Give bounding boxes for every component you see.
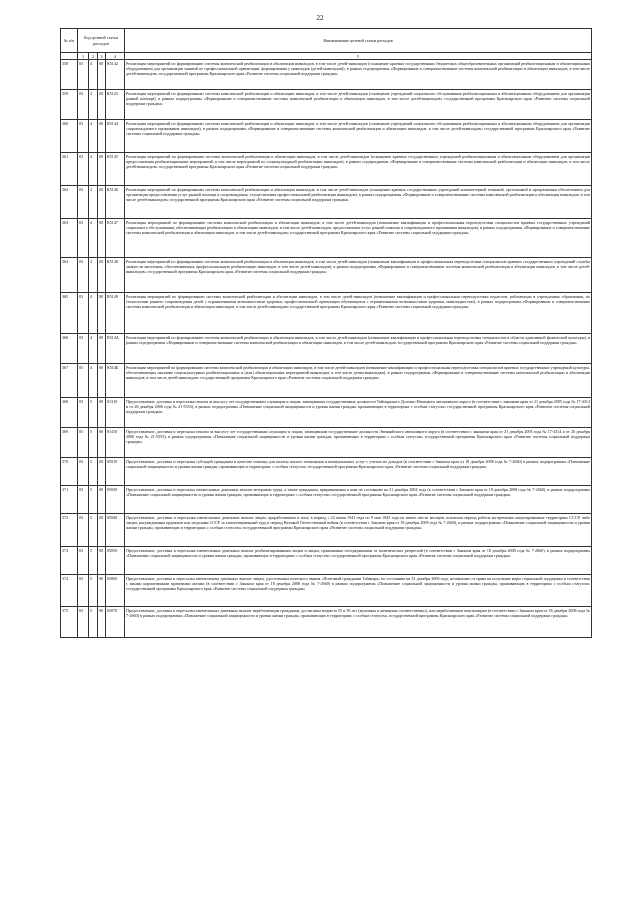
code-expense: R514А: [106, 334, 125, 364]
expense-description: Реализация мероприятий по формированию системы комплексной реабилитации и абилитации инвалидов, в том числе детей-инвалидов (повышение квалификации и профессиональная переподготовка специалистов краевых государственных учреждений службы занятости населения, обеспечивающих профессиональную реабилитацию инвалидов, в том числе детей-инвалидов), в рамках подпрограммы «Формирование и совершенствование системы комплексной реабилитации и абилитации инвалидов, в том числе детей-инвалидов» государственной программы Красноярского края «Развитие системы социальной поддержки граждан»: [125, 258, 592, 293]
code-direction: 00: [98, 364, 106, 398]
code-direction: 00: [98, 334, 106, 364]
row-number: 368: [61, 398, 78, 428]
code-program: 03: [78, 514, 89, 547]
code-expense: 05030: [106, 486, 125, 514]
table-row: [61, 120, 592, 153]
code-direction: 00: [98, 575, 106, 607]
table-row: [61, 293, 592, 334]
row-number: 361: [61, 153, 78, 186]
code-expense: 01410: [106, 428, 125, 458]
expense-description: Реализация мероприятий по формированию системы комплексной реабилитации и абилитации инвалидов, в том числе детей-инвалидов (повышение квалификации и профессиональная переподготовка специалистов краевых государственных учреждений культуры, обеспечивающих оказание социокультурных реабилитационных и (или) абилитационных мероприятий инвалидам, в том числе детям-инвалидам), в рамках подпрограммы «Формирование и совершенствование системы комплексной реабилитации и абилитации инвалидов, в том числе детей-инвалидов» государственной программы Красноярского края «Развитие системы социальной поддержки граждан»: [125, 364, 592, 398]
code-direction: 00: [98, 90, 106, 120]
row-number: 370: [61, 458, 78, 486]
expense-description: Реализация мероприятий по формированию системы комплексной реабилитации и абилитации инвалидов, в том числе детей-инвалидов (оснащение учреждений социального обслуживания реабилитационным и абилитационным оборудованием для организации ранней помощи), в рамках подпрограммы «Формирование и совершенствование системы комплексной реабилитации и абилитации инвалидов, в том числе детей-инвалидов» государственной программы Красноярского края «Развитие системы социальной поддержки граждан»: [125, 90, 592, 120]
code-program: 03: [78, 153, 89, 186]
code-program: 03: [78, 547, 89, 575]
code-program: 03: [78, 486, 89, 514]
code-subprogram: 4: [89, 258, 98, 293]
table-row: [61, 186, 592, 219]
header-name: Наименование целевой статьи расходов: [125, 29, 592, 53]
code-subprogram: 5: [89, 428, 98, 458]
code-direction: 00: [98, 514, 106, 547]
expense-description: Реализация мероприятий по формированию системы комплексной реабилитации и абилитации инвалидов, в том числе детей-инвалидов (оснащение краевых государственных бюджетных общеобразовательных организаций реабилитационным и абилитационным оборудованием для организации занятий по профессиональной ориентации, формирования у инвалидов (детей-инвалидов)), в рамках подпрограммы «Формирование и совершенствование системы комплексной реабилитации и абилитации инвалидов, в том числе детей-инвалидов» государственной программы Красноярского края «Развитие системы социальной поддержки граждан»: [125, 60, 592, 90]
code-direction: 00: [98, 186, 106, 219]
expense-description: Предоставление, доставка и пересылка ежемесячных денежных выплат лицам, проработавшим в тылу в период с 22 июня 1941 года по 9 мая 1945 года не менее шести месяцев, исключая период работы на временно оккупированных территориях СССР, либо лицам, награжденным орденами или медалями СССР за самоотверженный труд в период Великой Отечественной войны (в соответствии с Законом края от 18 декабря 2008 года № 7-2660), в рамках подпрограммы «Повышение социальной защищенности и уровня жизни граждан, проживающих в территориях с особым статусом» государственной программы Красноярского края «Развитие системы социальной поддержки граждан»: [125, 514, 592, 547]
code-direction: 00: [98, 547, 106, 575]
row-number: 360: [61, 120, 78, 153]
column-index: 4: [106, 53, 125, 60]
code-expense: 05040: [106, 514, 125, 547]
row-number: 366: [61, 334, 78, 364]
row-number: 358: [61, 60, 78, 90]
code-program: 03: [78, 607, 89, 638]
code-program: 03: [78, 90, 89, 120]
table-row: [61, 364, 592, 398]
code-subprogram: 4: [89, 186, 98, 219]
table-row: [61, 486, 592, 514]
row-number: 372: [61, 514, 78, 547]
code-subprogram: 4: [89, 334, 98, 364]
code-expense: R5149: [106, 293, 125, 334]
column-index: 5: [125, 53, 592, 60]
table-row: [61, 458, 592, 486]
code-expense: R514Б: [106, 364, 125, 398]
column-index: 2: [89, 53, 98, 60]
code-expense: R5146: [106, 186, 125, 219]
code-direction: 00: [98, 607, 106, 638]
table-row: [61, 398, 592, 428]
code-subprogram: 4: [89, 364, 98, 398]
expense-description: Предоставление, доставка и пересылка ежемесячных денежных выплат реабилитированным лицам и лицам, признанным пострадавшими от политических репрессий (в соответствии с Законом края от 18 декабря 2008 года № 7-2660), в рамках подпрограммы «Повышение социальной защищенности и уровня жизни граждан, проживающих в территориях с особым статусом» государственной программы Красноярского края «Развитие системы социальной поддержки граждан»: [125, 547, 592, 575]
code-program: 03: [78, 575, 89, 607]
expense-description: Предоставление, доставка и пересылка субсидий гражданам в качестве помощи для оплаты жилого помещения и коммунальных услуг с учетом их доходов (в соответствии с Законом края от 18 декабря 2008 года № 7-2660) в рамках подпрограммы «Повышение социальной защищенности и уровня жизни граждан, проживающих в территориях с особым статусом» государственной программы Красноярского края «Развитие системы социальной поддержки граждан»: [125, 458, 592, 486]
column-index: 3: [98, 53, 106, 60]
code-program: 03: [78, 258, 89, 293]
code-subprogram: 4: [89, 293, 98, 334]
code-subprogram: 5: [89, 486, 98, 514]
code-expense: R5142: [106, 60, 125, 90]
expense-description: Предоставление, доставка и пересылка ежемесячных денежных выплат неработающим гражданам, достигшим возраста 55 и 50 лет (мужчины и женщины соответственно), или неработающим пенсионерам (в соответствии с Законом края от 18 декабря 2008 года № 7-2660) в рамках подпрограммы «Повышение социальной защищенности и уровня жизни граждан, проживающих в территориях с особым статусом» государственной программы Красноярского края «Развитие системы социальной поддержки граждан»: [125, 607, 592, 638]
code-expense: R5145: [106, 153, 125, 186]
code-subprogram: 5: [89, 398, 98, 428]
code-expense: R5143: [106, 90, 125, 120]
code-direction: 00: [98, 153, 106, 186]
code-subprogram: 4: [89, 153, 98, 186]
code-program: 03: [78, 219, 89, 258]
row-number: 371: [61, 486, 78, 514]
code-direction: 00: [98, 293, 106, 334]
code-direction: 00: [98, 486, 106, 514]
code-subprogram: 5: [89, 458, 98, 486]
row-number: 362: [61, 186, 78, 219]
code-expense: R5147: [106, 219, 125, 258]
code-subprogram: 5: [89, 575, 98, 607]
code-subprogram: 5: [89, 514, 98, 547]
column-index: 1: [78, 53, 89, 60]
expense-description: Предоставление, доставка и пересылка пенсии за выслугу лет государственным служащим и лицам, замещавшим государственные должности Эвенкийского автономного округа (в соответствии с законами края от 21 декабря 2005 года № 17-4314 и от 26 декабря 2006 года № 21-5553), в рамках подпрограммы «Повышение социальной защищенности и уровня жизни граждан, проживающих в территориях с особым статусом» государственной программы Красноярского края «Развитие системы социальной поддержки граждан»: [125, 428, 592, 458]
row-number: 364: [61, 258, 78, 293]
row-number: 375: [61, 607, 78, 638]
page-number: 22: [316, 14, 324, 22]
code-program: 03: [78, 120, 89, 153]
table-row: [61, 334, 592, 364]
code-expense: R5144: [106, 120, 125, 153]
row-number: 365: [61, 293, 78, 334]
code-direction: 00: [98, 258, 106, 293]
column-index-row: [61, 53, 592, 60]
table-row: [61, 258, 592, 293]
expense-description: Реализация мероприятий по формированию системы комплексной реабилитации и абилитации инвалидов, в том числе детей-инвалидов (оснащение учреждений социального обслуживания реабилитационным и абилитационным оборудованием для организации сопровождаемого проживания инвалидов), в рамках подпрограммы «Формирование и совершенствование системы комплексной реабилитации и абилитации инвалидов, в том числе детей-инвалидов» государственной программы Красноярского края «Развитие системы социальной поддержки граждан»: [125, 120, 592, 153]
table-row: [61, 60, 592, 90]
code-subprogram: 5: [89, 607, 98, 638]
expense-description: Предоставление, доставка и пересылка ежемесячных денежных выплат лицам, удостоенным почетного звания «Почетный гражданин Таймыра» по состоянию на 31 декабря 2006 года, независимо от права на получение меры социальной поддержки в соответствии с иными нормативными правовыми актами (в соответствии с Законом края от 18 декабря 2008 года № 7-2660) в рамках подпрограммы «Повышение социальной защищенности и уровня жизни граждан, проживающих в территориях с особым статусом» государственной программы Красноярского края «Развитие системы социальной поддержки граждан»: [125, 575, 592, 607]
table-row: [61, 514, 592, 547]
table-row: [61, 219, 592, 258]
code-program: 03: [78, 398, 89, 428]
expense-description: Реализация мероприятий по формированию системы комплексной реабилитации и абилитации инвалидов, в том числе детей-инвалидов (оснащение краевых государственных учреждений реабилитационным и абилитационным оборудованием для организации предоставления реабилитационных мероприятий, в том числе мероприятий по социокультурной реабилитации инвалидов), в рамках подпрограммы «Формирование и совершенствование системы комплексной реабилитации и абилитации инвалидов, в том числе детей-инвалидов» государственной программы Красноярского края «Развитие системы социальной поддержки граждан»: [125, 153, 592, 186]
code-expense: 05010: [106, 458, 125, 486]
code-program: 03: [78, 428, 89, 458]
table-row: [61, 428, 592, 458]
row-number: 373: [61, 547, 78, 575]
code-direction: 00: [98, 458, 106, 486]
code-expense: 05050: [106, 547, 125, 575]
table-row: [61, 607, 592, 638]
code-expense: 01310: [106, 398, 125, 428]
code-subprogram: 4: [89, 90, 98, 120]
code-expense: R5148: [106, 258, 125, 293]
table-row: [61, 153, 592, 186]
code-subprogram: 4: [89, 120, 98, 153]
code-expense: 05060: [106, 575, 125, 607]
expense-description: Предоставление, доставка и пересылка пенсии за выслугу лет государственным служащим и лицам, замещавшим государственные должности Таймырского Долгано-Ненецкого автономного округа (в соответствии с законами края от 21 декабря 2005 года № 17-4314 и от 26 декабря 2006 года № 21-5553), в рамках подпрограммы «Повышение социальной защищенности и уровня жизни граждан, проживающих в территориях с особым статусом» государственной программы Красноярского края «Развитие системы социальной поддержки граждан»: [125, 398, 592, 428]
code-program: 03: [78, 458, 89, 486]
target-expense-table: [60, 28, 592, 638]
code-subprogram: 4: [89, 60, 98, 90]
code-direction: 00: [98, 120, 106, 153]
header-code: Код целевой статьи расходов: [78, 29, 125, 53]
row-number: 367: [61, 364, 78, 398]
expense-description: Предоставление, доставка и пересылка ежемесячных денежных выплат ветеранам труда, а также гражданам, приравненным к ним по состоянию на 31 декабря 2004 года (в соответствии с Законом края от 18 декабря 2008 года № 7-2660), в рамках подпрограммы «Повышение социальной защищенности и уровня жизни граждан, проживающих в территориях с особым статусом» государственной программы Красноярского края «Развитие системы социальной поддержки граждан»: [125, 486, 592, 514]
expense-description: Реализация мероприятий по формированию системы комплексной реабилитации и абилитации инвалидов, в том числе детей-инвалидов (повышение квалификации и профессиональная переподготовка специалистов краевых государственных учреждений социального обслуживания, обеспечивающих реабилитацию и абилитацию инвалидов, в том числе детей-инвалидов, предоставление услуг ранней помощи и сопровождаемого проживания инвалидов), в рамках подпрограммы «Формирование и совершенствование системы комплексной реабилитации и абилитации инвалидов, в том числе детей-инвалидов» государственной программы Красноярского края «Развитие системы социальной поддержки граждан»: [125, 219, 592, 258]
table-row: [61, 547, 592, 575]
expense-description: Реализация мероприятий по формированию системы комплексной реабилитации и абилитации инвалидов, в том числе детей-инвалидов (повышение квалификации и профессиональная переподготовка педагогов, работающих в учреждениях образования, по технологиям раннего сопровождения детей с ограниченными возможностями здоровья, профессиональной ориентации обучающихся с ограниченными возможностями здоровья, инвалидностью), в рамках подпрограммы «Формирование и совершенствование системы комплексной реабилитации и абилитации инвалидов, в том числе детей-инвалидов» государственной программы Красноярского края «Развитие системы социальной поддержки граждан»: [125, 293, 592, 334]
expense-description: Реализация мероприятий по формированию системы комплексной реабилитации и абилитации инвалидов, в том числе детей-инвалидов (повышение квалификации и профессиональная переподготовка специалистов в области адаптивной физической культуры), в рамках подпрограммы «Формирование и совершенствование системы комплексной реабилитации и абилитации инвалидов, в том числе детей-инвалидов» государственной программы Красноярского края «Развитие системы социальной поддержки граждан»: [125, 334, 592, 364]
table-row: [61, 575, 592, 607]
code-direction: 00: [98, 398, 106, 428]
table-body: [61, 60, 592, 638]
code-program: 03: [78, 186, 89, 219]
code-direction: 00: [98, 428, 106, 458]
code-direction: 00: [98, 219, 106, 258]
code-subprogram: 4: [89, 219, 98, 258]
table-row: [61, 90, 592, 120]
header-num: № п/п: [61, 29, 78, 53]
column-index-blank: [61, 53, 78, 60]
code-program: 03: [78, 364, 89, 398]
code-subprogram: 5: [89, 547, 98, 575]
row-number: 363: [61, 219, 78, 258]
row-number: 374: [61, 575, 78, 607]
row-number: 369: [61, 428, 78, 458]
code-expense: 05070: [106, 607, 125, 638]
row-number: 359: [61, 90, 78, 120]
code-program: 03: [78, 334, 89, 364]
code-direction: 00: [98, 60, 106, 90]
code-program: 03: [78, 293, 89, 334]
expense-description: Реализация мероприятий по формированию системы комплексной реабилитации и абилитации инвалидов, в том числе детей-инвалидов (оснащение краевых государственных учреждений компьютерной техникой, оргтехникой и программным обеспечением для организации предоставления услуг ранней помощи и сопровождения, осуществления профессиональной реабилитации инвалидов), в рамках подпрограммы «Формирование и совершенствование системы комплексной реабилитации и абилитации инвалидов, в том числе детей-инвалидов» государственной программы Красноярского края «Развитие системы социальной поддержки граждан»: [125, 186, 592, 219]
code-program: 03: [78, 60, 89, 90]
